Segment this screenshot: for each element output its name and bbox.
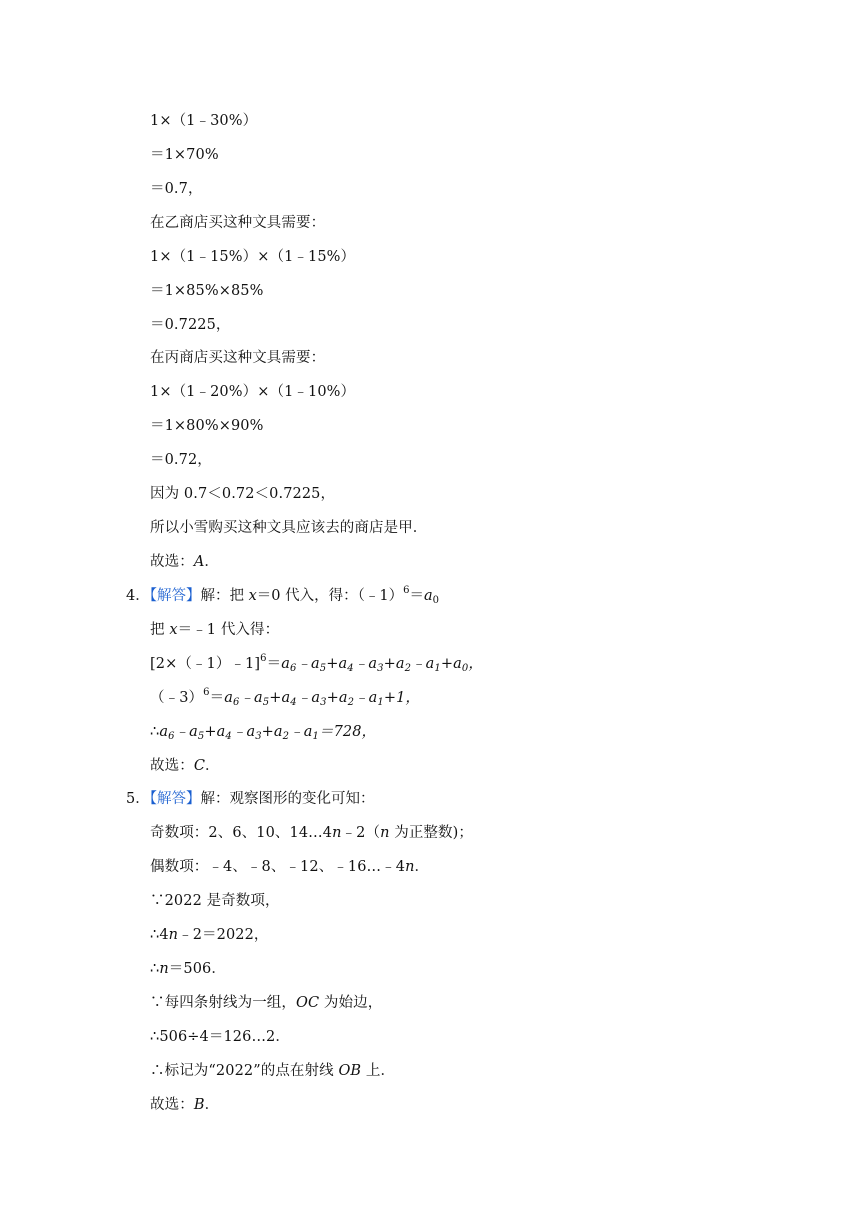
- solution-line: 1×（1﹣15%）×（1﹣15%）: [150, 249, 356, 265]
- answer-line: 故选：C．: [150, 758, 220, 774]
- answer-choice: C: [193, 758, 206, 774]
- solution-line: $[2\times(﹣1)﹣1]^6=a_6﹣a_5+a_4﹣a_3+a_2﹣a_1+a_0$，: [150, 653, 483, 674]
- solution-line: 把 x＝﹣1 代入得：: [150, 622, 280, 638]
- solution-line: $(﹣3)^6=a_6﹣a_5+a_4﹣a_3+a_2﹣a_1+1$，: [150, 687, 421, 708]
- solution-line: ∴506÷4＝126…2．: [150, 1029, 290, 1045]
- solution-line: 在丙商店买这种文具需要：: [150, 350, 326, 366]
- solution-line: 因为 0.7＜0.72＜0.7225，: [150, 486, 336, 502]
- answer-tag: 【解答】: [149, 791, 201, 807]
- polynomial-expression: $a_6﹣a_5+a_4﹣a_3+a_2﹣a_1+a_0$，: [281, 656, 483, 674]
- answer-line: 故选：A．: [150, 554, 219, 570]
- solution-line: $\therefore a_6﹣a_5+a_4﹣a_3+a_2﹣a_1=728$，: [150, 724, 377, 742]
- question-number: 5．: [126, 791, 150, 807]
- polynomial-expression: $a_6﹣a_5+a_4﹣a_3+a_2﹣a_1+1$，: [224, 690, 421, 708]
- solution-line: ＝0.7，: [150, 181, 203, 197]
- solution-line: ＝1×70%: [150, 147, 219, 163]
- answer-tag: 【解答】: [149, 588, 201, 604]
- solution-line: ∵每四条射线为一组，OC 为始边，: [150, 995, 383, 1011]
- answer-line: 故选：B．: [150, 1097, 220, 1113]
- solution-line: ∵2022 是奇数项，: [150, 893, 280, 909]
- question-5-heading: 5．【解答】解：观察图形的变化可知：: [126, 791, 375, 807]
- solution-line: ∴标记为“2022”的点在射线 OB 上．: [150, 1063, 396, 1079]
- polynomial-expression: $a_6﹣a_5+a_4﹣a_3+a_2﹣a_1=728$，: [159, 724, 377, 742]
- answer-choice: B: [193, 1097, 205, 1113]
- question-number: 4．: [126, 588, 150, 604]
- solution-line: 奇数项：2、6、10、14…4n﹣2（n 为正整数)；: [150, 825, 473, 841]
- question-4-heading: 4．【解答】解：把 x＝0 代入，得：$(﹣1)^6=a_0$: [126, 585, 439, 606]
- solution-line: 所以小雪购买这种文具应该去的商店是甲．: [150, 520, 428, 536]
- answer-choice: A: [193, 554, 205, 570]
- solution-line: ＝1×85%×85%: [150, 283, 264, 299]
- solution-line: ∴n＝506．: [150, 961, 226, 977]
- solution-line: ＝1×80%×90%: [150, 418, 264, 434]
- solution-line: 1×（1﹣20%）×（1﹣10%）: [150, 384, 356, 400]
- solution-line: ＝0.7225，: [150, 317, 231, 333]
- solution-line: ＝0.72，: [150, 452, 212, 468]
- solution-line: 在乙商店买这种文具需要：: [150, 215, 326, 231]
- solution-line: ∴4n﹣2＝2022，: [150, 927, 269, 943]
- solution-line: 1×（1﹣30%）: [150, 113, 258, 129]
- solution-line: 偶数项：﹣4、﹣8、﹣12、﹣16…﹣4n．: [150, 859, 430, 875]
